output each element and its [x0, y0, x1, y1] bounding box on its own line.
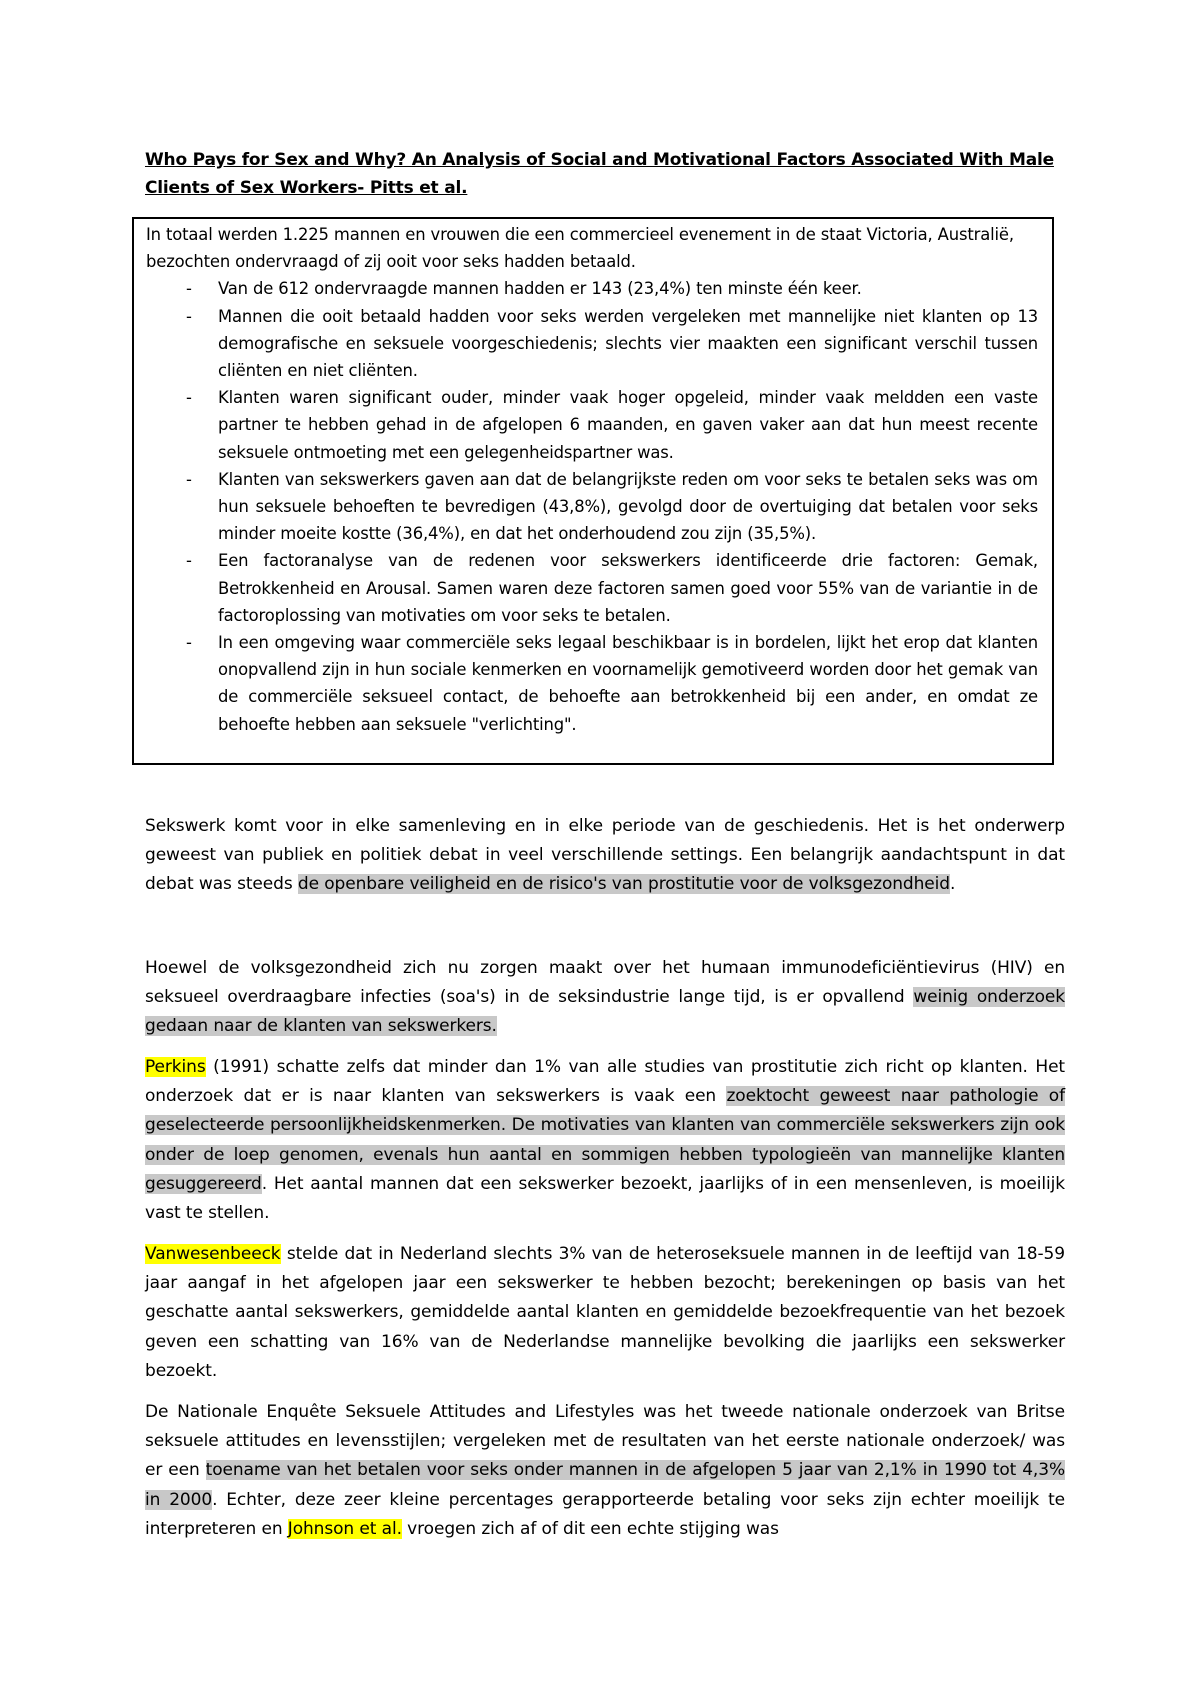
author-highlight: Vanwesenbeeck — [145, 1244, 281, 1264]
highlighted-text: de openbare veiligheid en de risico's van prostitutie voor de volksgezondheid — [297, 874, 950, 895]
highlighted-text: weinig onderzoek gedaan naar de klanten van sekswerkers. — [145, 987, 1065, 1037]
summary-box — [132, 217, 1054, 765]
paragraph-3 — [145, 1053, 1065, 1228]
summary-bullet — [146, 466, 1038, 548]
summary-bullet — [146, 629, 1038, 738]
summary-bullet — [146, 384, 1038, 466]
summary-bullet-list — [146, 275, 1038, 737]
bullet-text: Klanten waren significant ouder, minder vaak hoger opgeleid, minder vaak meldden een vaste partner te hebben gehad in de afgelopen 6 maanden, en gaven vaker aan dat hun meest recente seksuele ontmoeting met een gelegenheidspartner was. — [218, 388, 1038, 462]
bullet-dash: - — [186, 551, 192, 571]
bullet-dash: - — [186, 279, 192, 299]
title-line-2: Clients of Sex Workers- Pitts et al. — [145, 178, 468, 198]
bullet-text: Van de 612 ondervraagde mannen hadden er 143 (23,4%) ten minste één keer. — [218, 279, 862, 299]
title-line-1: Who Pays for Sex and Why? An Analysis of Social and Motivational Factors Associated With Male — [145, 150, 1054, 170]
bullet-dash: - — [186, 633, 192, 653]
paragraph-text: Hoewel de volksgezondheid zich nu zorgen maakt over het humaan immunodeficiëntievirus (HIV) en seksueel overdraagbare infecties (soa's) in de seksindustrie lange tijd, is er opvallend — [145, 958, 1065, 1008]
bullet-text: Mannen die ooit betaald hadden voor seks werden vergeleken met mannelijke niet klanten op 13 demografische en seksuele voorgeschiedenis; slechts vier maakten een significant verschil tussen cliënten en niet cliënten. — [218, 306, 1038, 381]
paragraph-5 — [145, 1398, 1065, 1544]
bullet-dash: - — [186, 306, 192, 326]
summary-bullet — [146, 547, 1038, 629]
author-highlight: Johnson et al. — [287, 1518, 402, 1539]
highlighted-text: toename van het betalen voor seks onder mannen in de afgelopen 5 jaar van 2,1% in 1990 tot 4,3% in 2000 — [145, 1460, 1065, 1510]
paragraph-4 — [145, 1240, 1065, 1386]
bullet-text: Klanten van sekswerkers gaven aan dat de belangrijkste reden om voor seks te betalen seks was om hun seksuele behoeften te bevredigen (43,8%), gevolgd door de overtuiging dat betalen voor seks minder moeite kostte (36,4%), en dat het onderhoudend zou zijn (35,5%). — [218, 469, 1038, 544]
paragraph-text: . Echter, deze zeer kleine percentages gerapporteerde betaling voor seks zijn echter moeilijk te interpreteren en — [145, 1489, 1065, 1539]
bullet-text: In een omgeving waar commerciële seks legaal beschikbaar is in bordelen, lijkt het erop dat klanten onopvallend zijn in hun sociale kenmerken en voornamelijk gemotiveerd worden door het gemak van de commerciële seksueel contact, de behoefte aan betrokkenheid bij een ander, en omdat ze behoefte hebben aan seksuele "verlichting". — [218, 633, 1038, 734]
paragraph-text: stelde dat in Nederland slechts 3% van de heteroseksuele mannen in de leeftijd van 18-59 jaar aangaf in het afgelopen jaar een sekswerker te hebben bezocht; berekeningen op basis van het geschatte aantal sekswerkers, gemiddelde aantal klanten en gemiddelde bezoekfrequentie van het bezoek geven een schatting van 16% van de Nederlandse mannelijke bevolking die jaarlijks een sekswerker bezoekt. — [145, 1244, 1065, 1381]
summary-intro: In totaal werden 1.225 mannen en vrouwen die een commercieel evenement in de staat Victoria, Australië, bezochten ondervraagd of zij ooit voor seks hadden betaald. — [146, 225, 1014, 272]
summary-bullet — [146, 303, 1038, 385]
bullet-text: Een factoranalyse van de redenen voor sekswerkers identificeerde drie factoren: Gemak, Betrokkenheid en Arousal. Samen waren deze factoren samen goed voor 55% van de variantie in de factoroplossing van motivaties om voor seks te betalen. — [218, 551, 1038, 625]
paragraph-text: . — [949, 874, 956, 895]
paragraph-text: vroegen zich af of dit een echte stijging was — [401, 1518, 779, 1539]
paragraph-text: De Nationale Enquête Seksuele Attitudes and Lifestyles was het tweede nationale onderzoek van Britse seksuele attitudes en levensstijlen; vergeleken met de resultaten van het eerste nationale onderzoek/ was er een — [145, 1402, 1065, 1481]
author-highlight: Perkins — [145, 1057, 206, 1077]
document-title — [145, 146, 1065, 202]
paragraph-text: Sekswerk komt voor in elke samenleving en in elke periode van de geschiedenis. Het is het onderwerp geweest van publiek en politiek debat in veel verschillende settings. Een belangrijk aandachtspunt in dat debat was steeds — [145, 816, 1065, 895]
bullet-dash: - — [186, 469, 192, 489]
highlighted-text: zoektocht geweest naar pathologie of geselecteerde persoonlijkheidskenmerken. De motivaties van klanten van commerciële sekswerkers zijn ook onder de loep genomen, evenals hun aantal en sommigen hebben typologieën van mannelijke klanten gesuggereerd — [145, 1086, 1065, 1194]
paragraph-1 — [145, 812, 1065, 900]
summary-bullet — [146, 275, 1038, 302]
paragraph-text: . Het aantal mannen dat een sekswerker bezoekt, jaarlijks of in een mensenleven, is moeilijk vast te stellen. — [145, 1173, 1065, 1224]
paragraph-text: (1991) schatte zelfs dat minder dan 1% van alle studies van prostitutie zich richt op klanten. Het onderzoek dat er is naar klanten van sekswerkers is vaak een — [145, 1057, 1065, 1107]
bullet-dash: - — [186, 388, 192, 408]
paragraph-2 — [145, 954, 1065, 1042]
